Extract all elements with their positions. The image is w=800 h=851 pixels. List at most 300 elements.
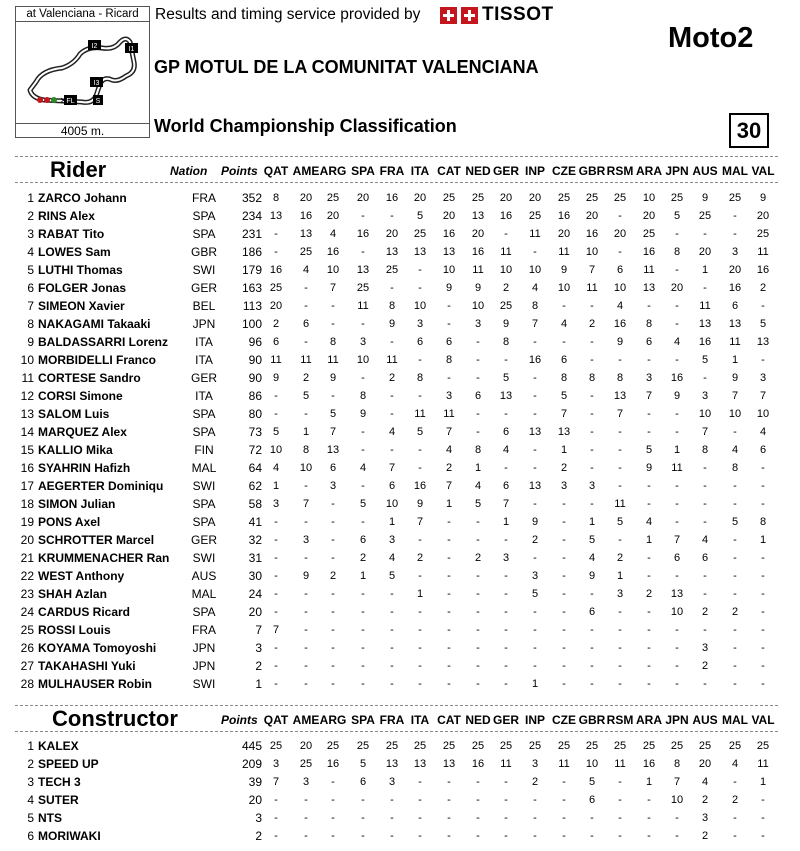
position: 22 (20, 569, 34, 583)
race-result: 6 (416, 336, 424, 348)
race-result: - (447, 830, 451, 842)
position: 6 (27, 829, 34, 843)
race-result: - (733, 570, 737, 582)
total-points: 163 (241, 281, 262, 295)
race-result: 4 (701, 534, 709, 546)
class-title: Moto2 (668, 22, 754, 54)
report-title: World Championship Classification (154, 116, 457, 136)
total-points: 30 (248, 569, 262, 583)
race-result: 1 (302, 426, 310, 438)
race-result: 7 (388, 462, 396, 474)
race-result: 3 (502, 552, 510, 564)
race-result: - (331, 318, 335, 330)
race-result: - (274, 534, 278, 546)
rider-name: RABAT Tito (38, 227, 105, 241)
race-result: - (562, 336, 566, 348)
race-result: 10 (499, 264, 513, 276)
race-result: 16 (299, 210, 313, 222)
race-result: - (562, 776, 566, 788)
race-result: 11 (472, 264, 484, 276)
race-result: 8 (560, 372, 568, 384)
race-result: 4 (445, 444, 453, 456)
race-result: 2 (645, 588, 653, 600)
position: 15 (20, 443, 34, 457)
race-result: 1 (759, 534, 767, 546)
race-result: 2 (416, 552, 424, 564)
table-row (0, 549, 800, 567)
race-result: 3 (359, 336, 367, 348)
race-result: - (390, 678, 394, 690)
race-result: - (562, 794, 566, 806)
table-row (0, 513, 800, 531)
race-result: - (390, 812, 394, 824)
race-result: - (418, 794, 422, 806)
race-result: - (703, 282, 707, 294)
race-result: - (504, 624, 508, 636)
race-result: 5 (588, 534, 596, 546)
race-result: 13 (326, 444, 340, 456)
position: 18 (20, 497, 34, 511)
race-result: - (533, 642, 537, 654)
race-result: 20 (698, 246, 712, 258)
race-result: 25 (756, 740, 770, 752)
race-result: - (304, 516, 308, 528)
race-result: - (533, 812, 537, 824)
race-header-mal: MAL (722, 164, 748, 178)
race-result: - (647, 480, 651, 492)
race-result: - (562, 812, 566, 824)
race-result: 6 (359, 776, 367, 788)
nation: SPA (192, 515, 216, 529)
race-result: 4 (272, 462, 280, 474)
table-row (0, 459, 800, 477)
race-result: 20 (442, 210, 456, 222)
race-result: - (304, 642, 308, 654)
total-points: 209 (241, 757, 262, 771)
race-result: 16 (269, 264, 283, 276)
race-result: - (304, 606, 308, 618)
race-result: - (590, 462, 594, 474)
race-result: 8 (416, 372, 424, 384)
race-header-rsm: RSM (606, 164, 634, 178)
race-result: - (390, 282, 394, 294)
race-result: 25 (356, 282, 370, 294)
race-result: 16 (557, 210, 571, 222)
race-result: - (618, 534, 622, 546)
race-result: 11 (327, 354, 339, 366)
race-result: 7 (445, 480, 453, 492)
position: 3 (27, 775, 34, 789)
race-result: 1 (673, 444, 681, 456)
race-result: 25 (299, 246, 313, 258)
race-result: - (647, 678, 651, 690)
race-result: - (562, 516, 566, 528)
race-result: - (618, 426, 622, 438)
race-result: 9 (329, 372, 337, 384)
points-column-header: Points (221, 164, 258, 178)
race-header-jpn: JPN (665, 713, 689, 727)
race-result: 10 (326, 264, 340, 276)
total-points: 73 (248, 425, 262, 439)
race-result: 1 (474, 462, 482, 474)
race-result: - (361, 812, 365, 824)
race-result: - (447, 300, 451, 312)
table-row (0, 827, 800, 845)
race-result: - (761, 794, 765, 806)
race-result: - (562, 660, 566, 672)
race-result: - (590, 660, 594, 672)
position: 20 (20, 533, 34, 547)
table-row (0, 737, 800, 755)
table-row (0, 755, 800, 773)
race-result: 4 (502, 444, 510, 456)
race-result: - (476, 678, 480, 690)
position: 7 (27, 299, 34, 313)
race-result: 7 (272, 624, 280, 636)
race-result: - (675, 408, 679, 420)
race-result: - (447, 812, 451, 824)
race-result: - (533, 660, 537, 672)
race-result: 13 (642, 282, 656, 294)
race-result: 13 (557, 426, 571, 438)
race-result: - (274, 570, 278, 582)
race-result: - (533, 372, 537, 384)
race-result: 25 (499, 300, 513, 312)
race-result: 7 (416, 516, 424, 528)
race-result: 20 (670, 282, 684, 294)
race-header-rsm: RSM (606, 713, 634, 727)
race-result: 6 (673, 552, 681, 564)
race-result: - (733, 776, 737, 788)
race-result: - (533, 624, 537, 636)
race-result: 5 (616, 516, 624, 528)
position: 5 (27, 811, 34, 825)
race-result: 9 (445, 282, 453, 294)
race-result: 5 (701, 354, 709, 366)
race-result: 5 (474, 498, 482, 510)
race-result: 16 (642, 758, 656, 770)
nation: MAL (191, 461, 217, 475)
race-result: 3 (329, 480, 337, 492)
race-result: - (590, 354, 594, 366)
race-result: - (390, 660, 394, 672)
race-result: - (590, 624, 594, 636)
table-row (0, 297, 800, 315)
race-result: 8 (272, 192, 280, 204)
race-result: - (675, 516, 679, 528)
race-header-inp: INP (524, 164, 545, 178)
nation: SWI (192, 263, 216, 277)
position: 17 (20, 479, 34, 493)
race-result: 9 (474, 282, 482, 294)
nation: SPA (192, 227, 216, 241)
position: 13 (20, 407, 34, 421)
race-result: - (761, 830, 765, 842)
rider-name: LOWES Sam (38, 245, 111, 259)
race-result: 2 (701, 606, 709, 618)
race-result: - (361, 794, 365, 806)
race-result: - (331, 498, 335, 510)
race-result: 7 (531, 318, 539, 330)
race-result: - (390, 794, 394, 806)
race-result: 25 (613, 192, 627, 204)
race-result: - (618, 830, 622, 842)
race-result: 1 (588, 516, 596, 528)
race-result: - (504, 642, 508, 654)
race-result: 1 (645, 534, 653, 546)
race-result: 20 (642, 210, 656, 222)
race-result: - (476, 642, 480, 654)
rider-name: RINS Alex (38, 209, 95, 223)
race-result: - (761, 642, 765, 654)
total-points: 100 (241, 317, 262, 331)
race-result: - (761, 498, 765, 510)
race-result: 16 (442, 228, 456, 240)
race-result: 2 (474, 552, 482, 564)
race-result: 25 (471, 740, 485, 752)
race-result: - (562, 678, 566, 690)
constructor-name: TECH 3 (38, 775, 81, 789)
race-result: - (331, 624, 335, 636)
race-result: - (304, 408, 308, 420)
race-result: - (418, 606, 422, 618)
race-result: - (331, 812, 335, 824)
race-result: 25 (557, 192, 571, 204)
race-result: - (418, 678, 422, 690)
race-result: 10 (756, 408, 770, 420)
race-result: - (476, 336, 480, 348)
race-result: - (447, 372, 451, 384)
race-result: 3 (272, 498, 280, 510)
nation: SPA (192, 605, 216, 619)
race-result: - (590, 498, 594, 510)
race-result: - (361, 642, 365, 654)
race-result: 25 (413, 228, 427, 240)
race-result: - (618, 812, 622, 824)
race-result: 10 (670, 606, 684, 618)
race-result: - (447, 642, 451, 654)
race-result: 8 (588, 372, 596, 384)
race-result: - (675, 624, 679, 636)
race-result: 7 (673, 534, 681, 546)
rider-name: MULHAUSER Robin (38, 677, 152, 691)
race-result: - (703, 372, 707, 384)
race-header-gbr: GBR (578, 713, 606, 727)
divider (15, 731, 778, 732)
position: 14 (20, 425, 34, 439)
race-result: - (476, 660, 480, 672)
race-result: 1 (388, 516, 396, 528)
race-result: 8 (502, 336, 510, 348)
race-result: - (618, 642, 622, 654)
nation: SWI (192, 479, 216, 493)
race-result: - (618, 246, 622, 258)
race-result: 5 (531, 588, 539, 600)
race-result: - (733, 228, 737, 240)
race-result: 5 (673, 210, 681, 222)
race-result: 2 (502, 282, 510, 294)
race-result: 4 (560, 318, 568, 330)
race-result: - (447, 318, 451, 330)
table-row (0, 791, 800, 809)
race-result: - (274, 588, 278, 600)
race-result: 11 (443, 408, 455, 420)
race-result: - (562, 498, 566, 510)
race-result: 25 (670, 192, 684, 204)
race-result: - (703, 624, 707, 636)
race-result: 16 (728, 282, 742, 294)
race-result: 20 (698, 758, 712, 770)
tissot-logo (440, 6, 554, 24)
race-result: 8 (329, 336, 337, 348)
race-result: - (361, 606, 365, 618)
race-result: - (361, 444, 365, 456)
total-points: 96 (248, 335, 262, 349)
race-result: - (703, 462, 707, 474)
race-result: - (331, 588, 335, 600)
race-result: - (647, 498, 651, 510)
race-result: 6 (588, 606, 596, 618)
race-result: - (390, 588, 394, 600)
nation: JPN (192, 659, 216, 673)
race-result: - (361, 246, 365, 258)
table-row (0, 639, 800, 657)
race-result: 5 (272, 426, 280, 438)
race-result: - (703, 480, 707, 492)
rider-name: TAKAHASHI Yuki (38, 659, 136, 673)
position: 9 (27, 335, 34, 349)
race-result: 7 (560, 408, 568, 420)
race-result: - (418, 390, 422, 402)
race-result: 7 (445, 426, 453, 438)
race-result: - (274, 390, 278, 402)
race-result: - (447, 794, 451, 806)
race-result: 2 (588, 318, 596, 330)
race-result: 11 (757, 246, 769, 258)
race-header-aus: AUS (692, 713, 718, 727)
race-result: - (504, 570, 508, 582)
table-row (0, 657, 800, 675)
race-result: 13 (698, 318, 712, 330)
race-result: 9 (731, 372, 739, 384)
race-result: 7 (588, 264, 596, 276)
total-points: 3 (255, 811, 262, 825)
race-result: 6 (731, 300, 739, 312)
race-header-spa: SPA (351, 713, 375, 727)
race-header-ger: GER (492, 713, 519, 727)
race-result: 7 (701, 426, 709, 438)
total-points: 39 (248, 775, 262, 789)
race-result: - (618, 624, 622, 636)
race-result: 3 (645, 372, 653, 384)
race-result: - (504, 408, 508, 420)
race-result: 2 (531, 534, 539, 546)
race-result: - (304, 552, 308, 564)
race-result: - (274, 678, 278, 690)
race-result: - (418, 282, 422, 294)
race-result: 25 (585, 740, 599, 752)
race-result: 13 (528, 480, 542, 492)
race-result: - (733, 812, 737, 824)
total-points: 231 (241, 227, 262, 241)
race-header-cat: CAT (437, 164, 461, 178)
race-result: - (590, 642, 594, 654)
race-header-ita: ITA (410, 164, 430, 178)
race-result: 2 (359, 552, 367, 564)
race-header-jpn: JPN (665, 164, 689, 178)
race-result: - (331, 678, 335, 690)
position: 26 (20, 641, 34, 655)
race-result: - (675, 498, 679, 510)
race-result: - (476, 516, 480, 528)
total-points: 7 (255, 623, 262, 637)
total-points: 20 (248, 793, 262, 807)
race-header-ame: AME (292, 713, 320, 727)
race-result: 6 (474, 390, 482, 402)
table-row (0, 279, 800, 297)
race-result: - (562, 534, 566, 546)
race-result: 10 (528, 264, 542, 276)
nation: JPN (192, 317, 216, 331)
table-row (0, 333, 800, 351)
race-result: - (476, 588, 480, 600)
race-result: 5 (502, 372, 510, 384)
table-row (0, 621, 800, 639)
rider-name: CARDUS Ricard (38, 605, 131, 619)
race-result: 13 (385, 758, 399, 770)
race-result: - (618, 444, 622, 456)
total-points: 3 (255, 641, 262, 655)
race-result: 3 (588, 480, 596, 492)
race-result: 6 (329, 462, 337, 474)
race-result: - (647, 624, 651, 636)
race-result: 10 (471, 300, 485, 312)
position: 4 (27, 245, 34, 259)
race-result: - (447, 776, 451, 788)
race-result: - (361, 516, 365, 528)
race-result: - (476, 372, 480, 384)
race-result: 5 (560, 390, 568, 402)
race-result: 25 (756, 228, 770, 240)
race-result: - (447, 588, 451, 600)
race-result: 25 (613, 740, 627, 752)
nation: GBR (190, 245, 217, 259)
race-result: 6 (388, 480, 396, 492)
race-result: 3 (272, 758, 280, 770)
race-result: - (447, 624, 451, 636)
race-result: 4 (731, 758, 739, 770)
race-result: 13 (499, 390, 513, 402)
race-result: - (447, 552, 451, 564)
race-result: 20 (326, 210, 340, 222)
race-result: - (533, 336, 537, 348)
race-result: 10 (670, 794, 684, 806)
race-result: 8 (302, 444, 310, 456)
race-result: 7 (272, 776, 280, 788)
race-result: - (361, 318, 365, 330)
race-result: - (647, 606, 651, 618)
race-header-val: VAL (751, 164, 775, 178)
race-result: - (618, 660, 622, 672)
constructor-section-title: Constructor (52, 706, 178, 731)
total-points: 179 (241, 263, 262, 277)
rider-name: LUTHI Thomas (38, 263, 123, 277)
rider-name: FOLGER Jonas (38, 281, 127, 295)
race-result: 20 (471, 228, 485, 240)
race-result: - (504, 462, 508, 474)
race-result: - (733, 660, 737, 672)
race-result: - (274, 794, 278, 806)
